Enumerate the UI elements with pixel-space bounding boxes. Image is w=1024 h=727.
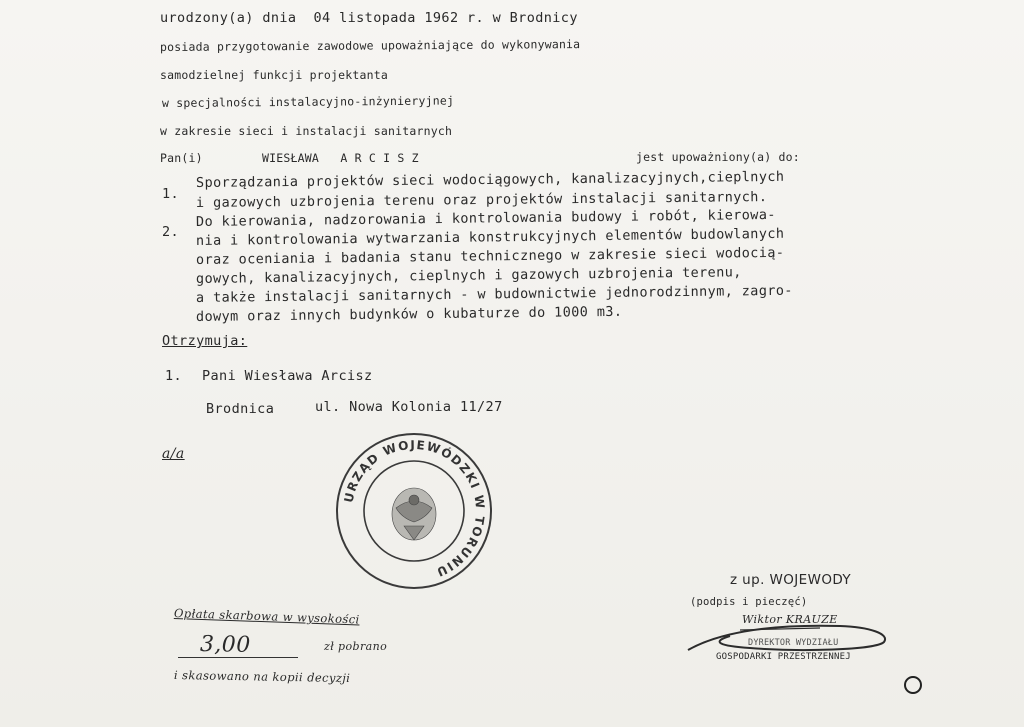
item-2-line-3: oraz oceniania i badania stanu technicznego w zakresie sieci wodocią- xyxy=(195,244,785,268)
authorization-phrase: jest upoważniony(a) do: xyxy=(636,150,800,164)
specialty-line: w specjalności instalacyjno-inżynieryjnej xyxy=(161,93,455,110)
recipient-name: Pani Wiesława Arcisz xyxy=(202,368,373,384)
item-number-2: 2. xyxy=(162,224,180,240)
cut-top-line xyxy=(160,0,186,7)
item-2-line-1: Do kierowania, nadzorowania i kontrolowania budowy i robót, kierowa- xyxy=(195,206,776,230)
recipient-number: 1. xyxy=(165,368,183,384)
fee-underline xyxy=(178,657,298,658)
item-2-line-6: dowym oraz innych budynków o kubaturze do 1000 m3. xyxy=(195,303,623,325)
qualification-line-1: posiada przygotowanie zawodowe upoważniające do wykonywania xyxy=(159,37,581,54)
fee-line-2: zł pobrano xyxy=(324,640,388,653)
fee-line-3: i skasowano na kopii decyzji xyxy=(173,668,351,686)
item-number-1: 1. xyxy=(162,186,180,202)
signatory-name: Wiktor KRAUZE xyxy=(742,613,838,626)
scope-line: w zakresie sieci i instalacji sanitarnych xyxy=(160,124,453,138)
signature-caption: (podpis i pieczęć) xyxy=(690,596,808,608)
item-2-line-4: gowych, kanalizacyjnych, cieplnych i gazowych uzbrojenia terenu, xyxy=(195,264,742,287)
corner-mark-icon xyxy=(904,676,922,694)
eagle-emblem-icon xyxy=(392,488,436,540)
aa-label: a/a xyxy=(162,446,185,462)
item-1-line-2: i gazowych uzbrojenia terenu oraz projektów instalacji sanitarnych. xyxy=(195,189,768,211)
signature-authority: z up. WOJEWODY xyxy=(730,572,852,588)
stamp-text: URZĄD WOJEWÓDZKI W TORUNIU xyxy=(341,437,488,580)
fee-line-1: Opłata skarbowa w wysokości xyxy=(173,606,360,627)
item-2-line-2: nia i kontrolowania wytwarzania konstrukcyjnych elementów budowlanych xyxy=(195,225,785,249)
person-prefix: Pan(i) xyxy=(160,151,203,165)
birth-line: urodzony(a) dnia 04 listopada 1962 r. w Brodnicy xyxy=(160,10,578,26)
signatory-title-2: GOSPODARKI PRZESTRZENNEJ xyxy=(716,652,851,662)
official-stamp xyxy=(334,430,494,592)
person-name: WIESŁAWA A R C I S Z xyxy=(262,151,419,165)
fee-amount: 3,00 xyxy=(199,632,251,658)
signatory-title-1: DYREKTOR WYDZIAŁU xyxy=(748,638,839,648)
item-1-line-1: Sporządzania projektów sieci wodociągowych, kanalizacyjnych,cieplnych xyxy=(195,168,785,191)
recipient-street: ul. Nowa Kolonia 11/27 xyxy=(315,399,503,415)
qualification-line-2: samodzielnej funkcji projektanta xyxy=(160,68,388,82)
item-2-line-5: a także instalacji sanitarnych - w budownictwie jednorodzinnym, zagro- xyxy=(195,282,794,306)
recipients-heading: Otrzymuja: xyxy=(162,333,248,349)
recipient-city: Brodnica xyxy=(206,401,275,417)
